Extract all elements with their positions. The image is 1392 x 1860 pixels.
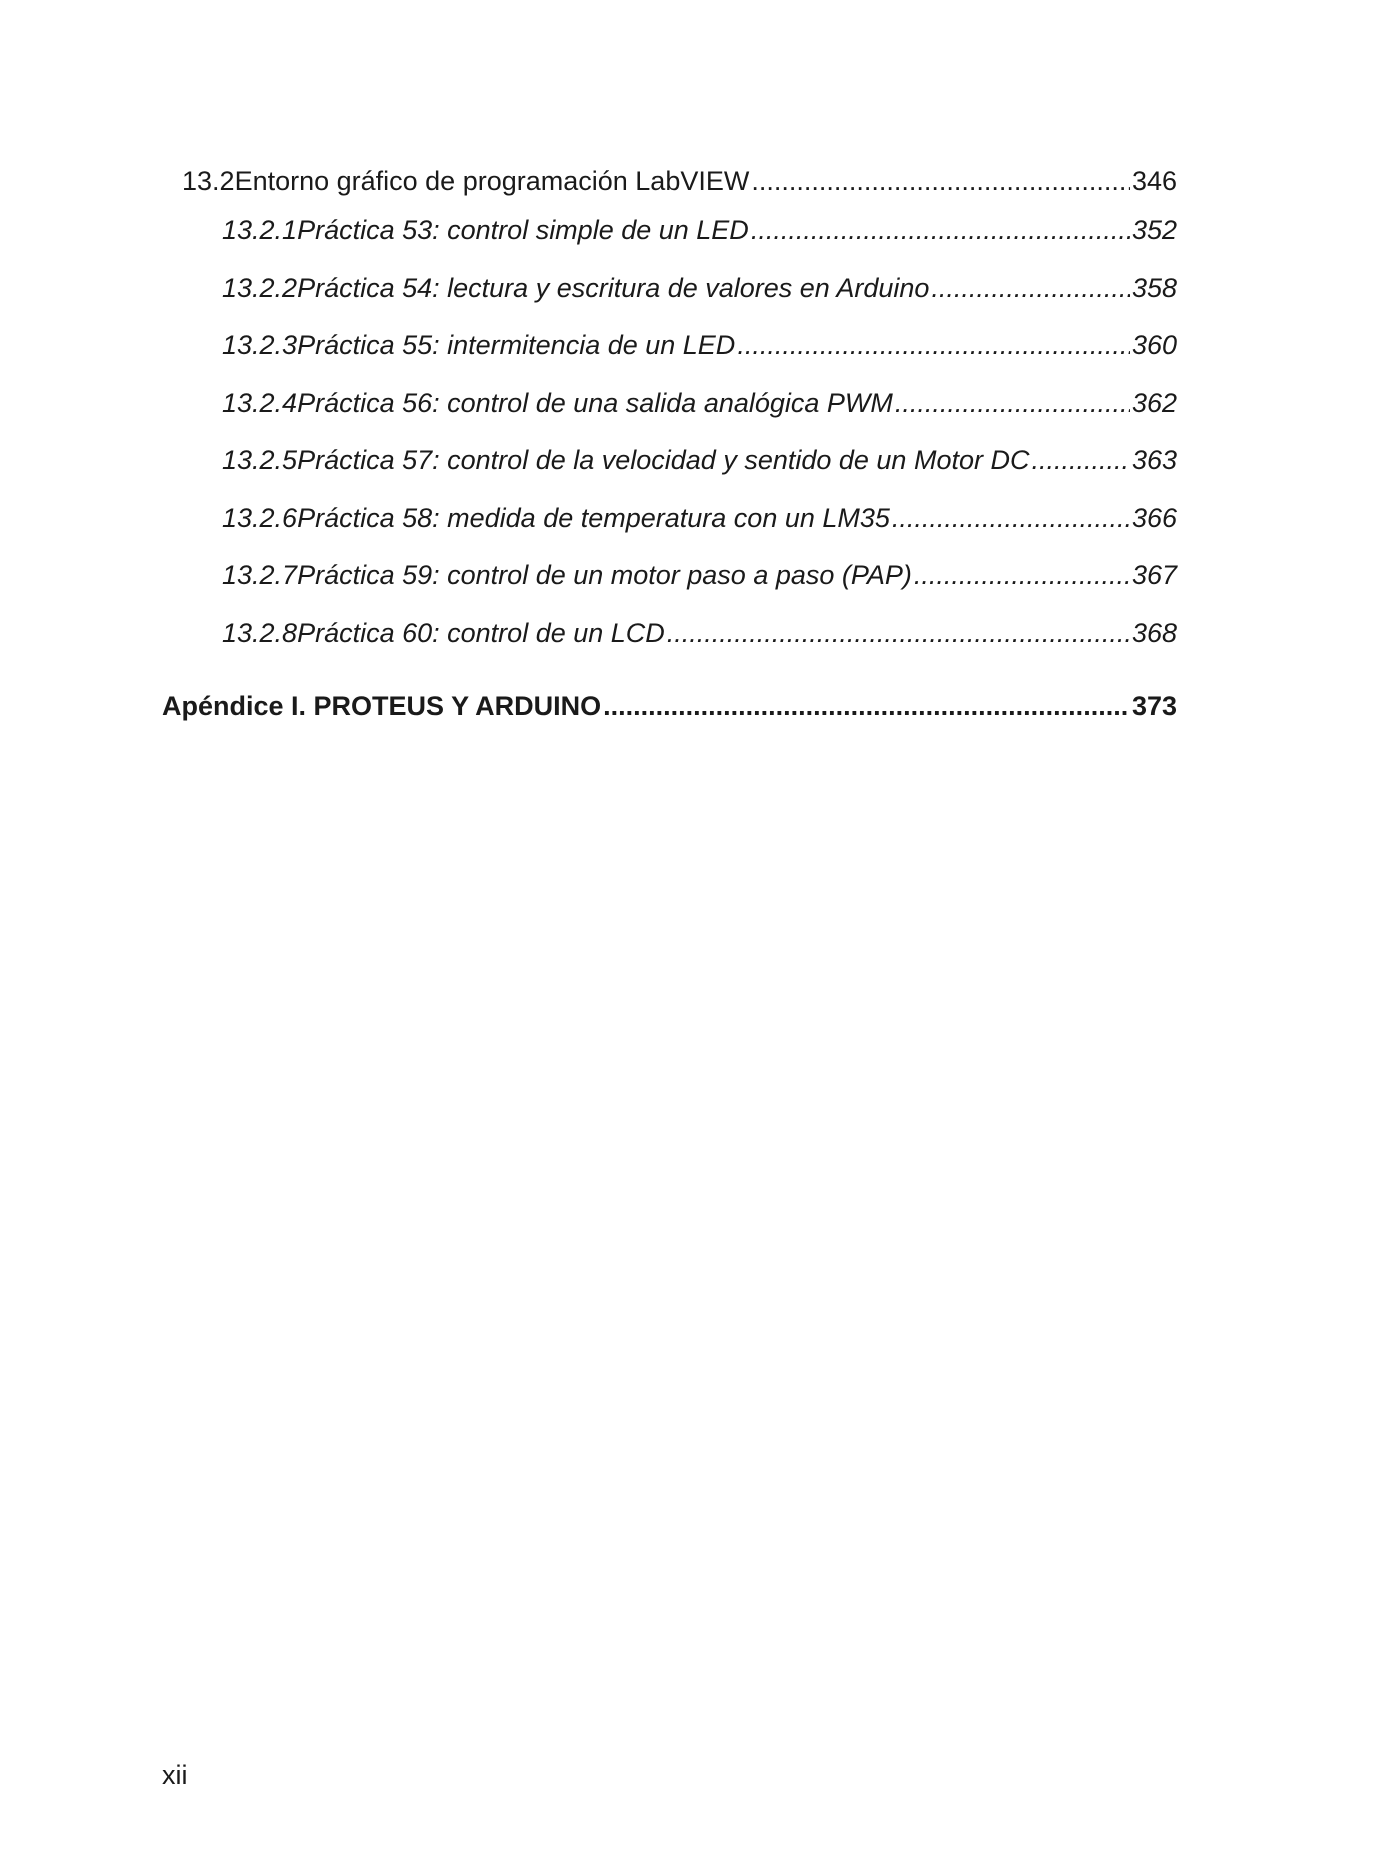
toc-entry-title: Entorno gráfico de programación LabVIEW <box>234 166 750 196</box>
toc-entry-page: 360 <box>1131 330 1177 360</box>
toc-entry-page: 363 <box>1131 445 1177 475</box>
toc-entry-page: 367 <box>1131 560 1177 590</box>
toc-entry-page: 346 <box>1131 166 1177 196</box>
toc-entry-title: Práctica 53: control simple de un LED <box>297 215 749 245</box>
dot-leader <box>895 386 1130 420</box>
toc-entry-number: 13.2.3 <box>222 330 298 360</box>
toc-entry-number: 13.2.5 <box>222 445 298 475</box>
toc-entry-title: Práctica 56: control de una salida analógica PWM <box>297 388 893 418</box>
toc-entry-title: Práctica 57: control de la velocidad y sentido de un Motor DC <box>297 445 1030 475</box>
toc-entry-13-2-5 <box>222 443 1177 477</box>
dot-leader <box>751 213 1130 247</box>
toc-entry-number: 13.2 <box>182 166 235 196</box>
toc-entry-title: Práctica 54: lectura y escritura de valores en Arduino <box>297 273 930 303</box>
dot-leader <box>892 501 1130 535</box>
toc-entry-number: 13.2.6 <box>222 503 298 533</box>
toc-entry-page: 368 <box>1131 618 1177 648</box>
dot-leader <box>931 271 1130 305</box>
toc-entry-number: 13.2.7 <box>222 560 298 590</box>
toc-entry-appendix-i <box>162 689 1177 723</box>
toc-entry-page: 366 <box>1131 503 1177 533</box>
toc-entry-13-2-4 <box>222 386 1177 420</box>
page-number: xii <box>162 1760 188 1790</box>
toc-entry-title: Práctica 59: control de un motor paso a paso (PAP) <box>297 560 912 590</box>
dot-leader <box>667 616 1130 650</box>
toc-entry-title: Práctica 55: intermitencia de un LED <box>297 330 736 360</box>
toc-entry-13-2-7 <box>222 558 1177 592</box>
toc-entry-13-2-1 <box>222 213 1177 247</box>
toc-entry-page: 358 <box>1131 273 1177 303</box>
toc-entry-number: 13.2.2 <box>222 273 298 303</box>
toc-entry-title: Apéndice I. PROTEUS Y ARDUINO <box>162 691 602 721</box>
toc-entry-13-2-2 <box>222 271 1177 305</box>
dot-leader <box>737 328 1130 362</box>
toc-entry-13-2 <box>182 164 1177 198</box>
dot-leader <box>603 689 1130 723</box>
toc-entry-page: 362 <box>1131 388 1177 418</box>
toc-entry-page: 373 <box>1131 691 1177 721</box>
toc-entry-number: 13.2.4 <box>222 388 298 418</box>
dot-leader <box>914 558 1130 592</box>
toc-entry-number: 13.2.8 <box>222 618 298 648</box>
dot-leader <box>1031 443 1129 477</box>
toc-entry-title: Práctica 58: medida de temperatura con un LM35 <box>297 503 890 533</box>
toc-entry-13-2-3 <box>222 328 1177 362</box>
toc-entry-number: 13.2.1 <box>222 215 298 245</box>
toc-entry-13-2-6 <box>222 501 1177 535</box>
toc-entry-title: Práctica 60: control de un LCD <box>297 618 665 648</box>
dot-leader <box>751 164 1130 198</box>
toc-entry-13-2-8 <box>222 616 1177 650</box>
toc-entry-page: 352 <box>1131 215 1177 245</box>
